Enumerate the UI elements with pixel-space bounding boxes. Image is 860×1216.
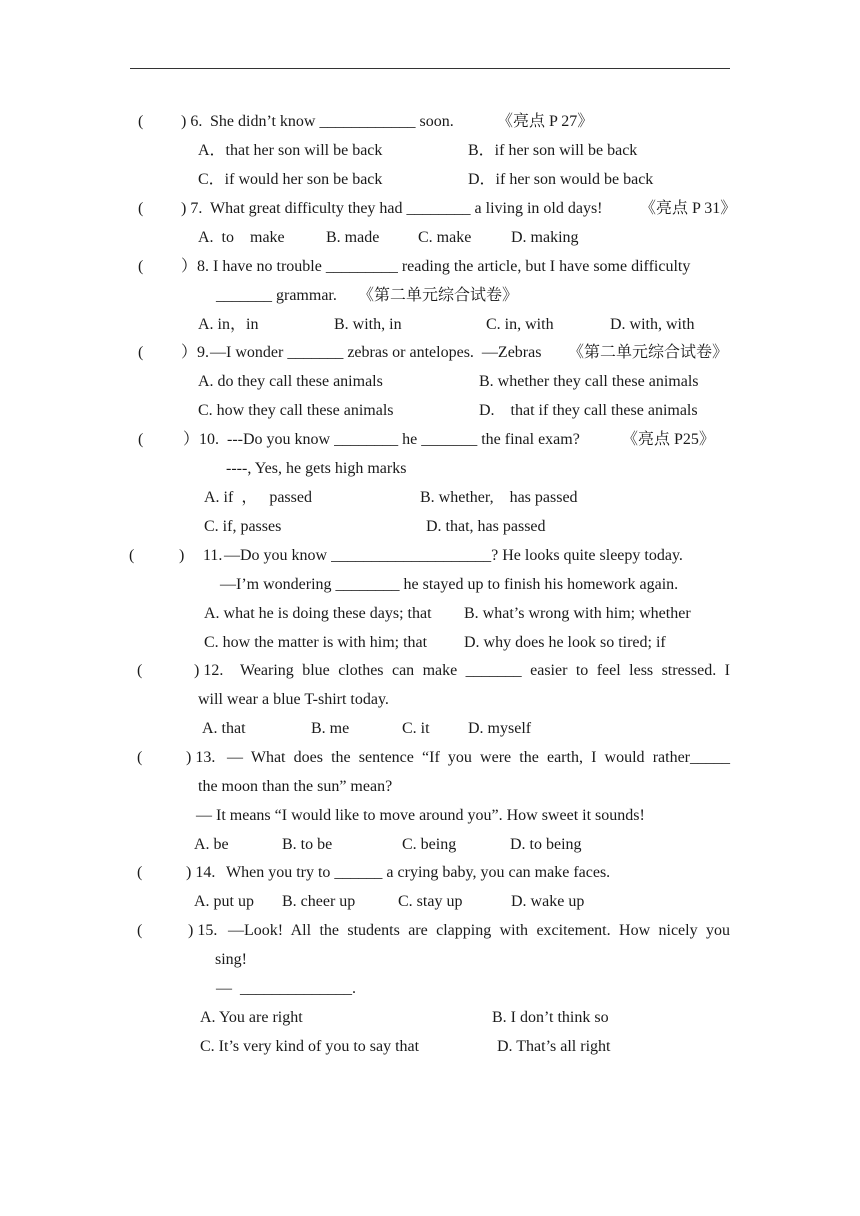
reply-line: —I’m wondering ________ he stayed up to finish his homework again. [220, 576, 679, 593]
question-stem-continued: _______ grammar. [216, 287, 337, 304]
question-stem: I have no trouble _________ reading the article, but I have some difficulty [213, 258, 691, 275]
option-d: D. that, has passed [426, 518, 546, 535]
question-number: ) 14. [186, 864, 216, 881]
source-ref: 《第二单元综合试卷》 [568, 344, 729, 361]
option-b: B. what’s wrong with him; whether [464, 605, 691, 622]
question-number: ) 12. [194, 662, 224, 679]
option-c: C．if would her son be back [198, 171, 383, 188]
option-b: B. me [311, 720, 350, 737]
option-a: A. in，in [198, 316, 259, 333]
answer-bracket-open: ( [138, 258, 144, 275]
question-stem: —Do you know ____________________? He looks quite sleepy today. [224, 547, 683, 564]
question-number: 11. [203, 547, 223, 564]
option-b: B. whether, has passed [420, 489, 578, 506]
option-a: A. to make [198, 229, 285, 246]
option-d: D. with, with [610, 316, 695, 333]
question-number: ) 13. [186, 749, 216, 766]
answer-bracket-open: ( [138, 431, 144, 448]
question-number: ) 6. [181, 113, 203, 130]
option-d: D. wake up [511, 893, 585, 910]
option-d: D．if her son would be back [468, 171, 654, 188]
option-c: C. it [402, 720, 430, 737]
question-stem-continued: sing! [215, 951, 247, 968]
option-c: C. make [418, 229, 472, 246]
source-ref: 《亮点 P 27》 [497, 113, 594, 130]
option-d: D. why does he look so tired; if [464, 634, 666, 651]
answer-bracket-open: ( [129, 547, 135, 564]
option-a: A．that her son will be back [198, 142, 383, 159]
option-a: A. what he is doing these days; that [204, 605, 432, 622]
source-ref: 《第二单元综合试卷》 [358, 287, 519, 304]
option-d: D. that if they call these animals [479, 402, 698, 419]
option-d: D. That’s all right [497, 1038, 611, 1055]
reply-line: — ______________. [216, 980, 356, 997]
option-b: B．if her son will be back [468, 142, 638, 159]
option-c: C. in, with [486, 316, 554, 333]
question-stem: When you try to ______ a crying baby, you can make faces. [226, 864, 611, 881]
option-a: A. that [202, 720, 246, 737]
question-number: ）10. [183, 431, 220, 448]
option-b: B. to be [282, 836, 333, 853]
question-number: ) 7. [181, 200, 203, 217]
question-stem: — What does the sentence “If you were the earth, I would rather_____ [227, 749, 730, 766]
question-number: ）9. [181, 344, 210, 361]
option-b: B. with, in [334, 316, 402, 333]
option-c: C. if, passes [204, 518, 282, 535]
answer-bracket-open: ( [138, 113, 144, 130]
question-number: ) 15. [188, 922, 218, 939]
option-b: B. whether they call these animals [479, 373, 699, 390]
option-c: C. It’s very kind of you to say that [200, 1038, 420, 1055]
option-a: A. You are right [200, 1009, 303, 1026]
answer-bracket-open: ( [137, 864, 143, 881]
option-b: B. cheer up [282, 893, 356, 910]
question-stem: ---Do you know ________ he _______ the final exam? [227, 431, 580, 448]
question-stem: Wearing blue clothes can make _______ easier to feel less stressed. I [240, 662, 730, 679]
question-stem: —Look! All the students are clapping with excitement. How nicely you [228, 922, 730, 939]
reply-line: ----, Yes, he gets high marks [226, 460, 407, 477]
option-b: B. made [326, 229, 380, 246]
option-c: C. how the matter is with him; that [204, 634, 428, 651]
answer-bracket-open: ( [138, 200, 144, 217]
option-a: A. put up [194, 893, 254, 910]
option-a: A. do they call these animals [198, 373, 383, 390]
option-a: A. be [194, 836, 229, 853]
option-c: C. how they call these animals [198, 402, 394, 419]
option-b: B. I don’t think so [492, 1009, 609, 1026]
option-d: D. making [511, 229, 579, 246]
option-c: C. stay up [398, 893, 463, 910]
question-stem: She didn’t know ____________ soon. [210, 113, 454, 130]
answer-bracket-open: ( [137, 922, 143, 939]
option-d: D. myself [468, 720, 532, 737]
answer-bracket-open: ( [137, 662, 143, 679]
source-ref: 《亮点 P 31》 [640, 200, 737, 217]
answer-bracket-open: ( [137, 749, 143, 766]
question-stem-continued: the moon than the sun” mean? [198, 778, 393, 795]
question-number: ）8. [181, 258, 210, 275]
option-d: D. to being [510, 836, 582, 853]
option-a: A. if ， passed [204, 489, 312, 506]
reply-line: — It means “I would like to move around you”. How sweet it sounds! [196, 807, 645, 824]
source-ref: 《亮点 P25》 [622, 431, 715, 448]
header-rule [130, 68, 730, 69]
option-c: C. being [402, 836, 457, 853]
question-stem: —I wonder _______ zebras or antelopes. —Zebras [210, 344, 542, 361]
answer-bracket-open: ( [138, 344, 144, 361]
question-stem-continued: will wear a blue T-shirt today. [198, 691, 389, 708]
question-stem: What great difficulty they had ________ a living in old days! [210, 200, 603, 217]
answer-bracket-close: ) [179, 547, 185, 564]
